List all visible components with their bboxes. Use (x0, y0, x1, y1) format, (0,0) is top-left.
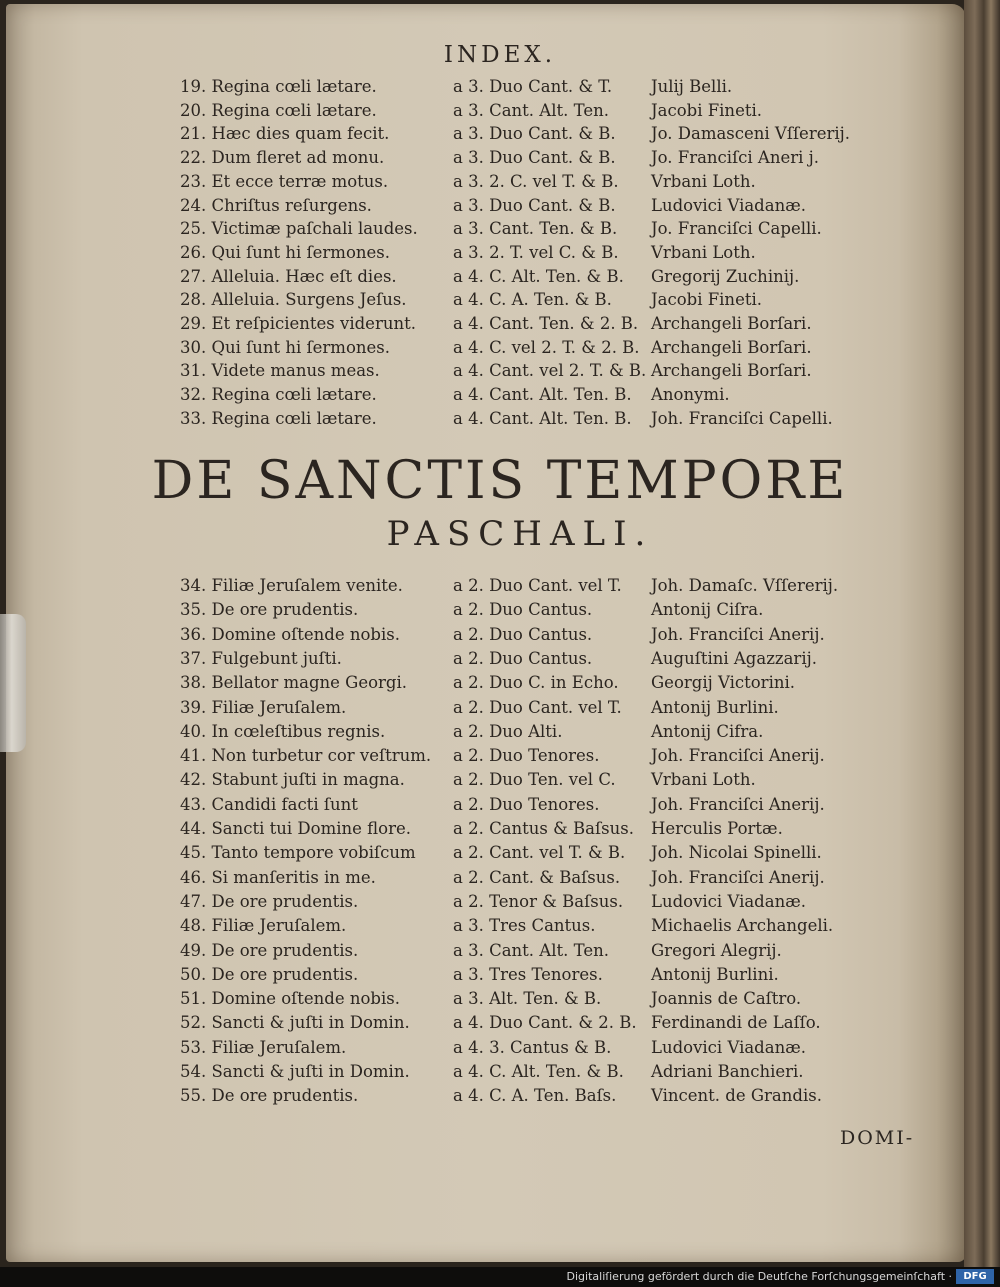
section-subheading: PASCHALI. (386, 514, 654, 554)
entry-title: 22. Dum fleret ad monu. (180, 148, 385, 168)
entry-voices: a 2. Duo Ten. vel C. (453, 770, 616, 790)
entry-title: 28. Alleluia. Surgens Jeſus. (180, 290, 407, 310)
entry-title: 29. Et reſpicientes viderunt. (180, 314, 416, 333)
index-entry (0, 1085, 1000, 1107)
entry-title: 46. Si manſeritis in me. (180, 867, 376, 887)
entry-voices: a 4. C. A. Ten. Baſs. (453, 1086, 617, 1106)
entry-composer: Anonymi. (651, 385, 730, 405)
index-entry (0, 672, 1000, 694)
entry-voices: a 2. Duo Cantus. (453, 600, 593, 620)
entry-title: 27. Alleluia. Hæc eſt dies. (180, 266, 397, 286)
entry-title: 51. Domine oſtende nobis. (180, 989, 400, 1009)
entry-title: 50. De ore prudentis. (180, 964, 359, 984)
index-entry (0, 818, 1000, 840)
entry-composer: Jacobi Fineti. (651, 100, 762, 120)
entry-composer: Jacobi Fineti. (651, 290, 762, 310)
index-entry (0, 842, 1000, 864)
index-entry (0, 408, 1000, 430)
entry-title: 19. Regina cœli lætare. (180, 77, 377, 96)
entry-composer: Ludovici Viadanæ. (651, 195, 806, 215)
entry-composer: Archangeli Borſari. (651, 361, 812, 381)
entry-composer: Georgij Victorini. (651, 673, 795, 693)
index-entry (0, 745, 1000, 767)
index-entry (0, 313, 1000, 335)
entry-title: 41. Non turbetur cor veſtrum. (180, 746, 432, 766)
index-entry (0, 599, 1000, 621)
entry-composer: Julij Belli. (651, 77, 733, 96)
index-entry (0, 1012, 1000, 1034)
index-entry (0, 337, 1000, 359)
index-entry (0, 1037, 1000, 1059)
entry-title: 47. De ore prudentis. (180, 891, 359, 911)
index-entry (0, 624, 1000, 646)
entry-voices: a 3. 2. T. vel C. & B. (453, 242, 619, 262)
entry-composer: Joh. Franciſci Capelli. (651, 408, 833, 428)
entry-voices: a 3. Duo Cant. & T. (453, 77, 613, 96)
entry-title: 33. Regina cœli lætare. (180, 408, 377, 428)
entry-voices: a 3. Cant. Alt. Ten. (453, 100, 609, 120)
entry-composer: Ludovici Viadanæ. (651, 1037, 806, 1057)
entry-composer: Ferdinandi de Laſſo. (651, 1013, 821, 1033)
entry-composer: Auguſtini Agazzarij. (651, 648, 817, 668)
index-entry (0, 794, 1000, 816)
entry-title: 42. Stabunt juſti in magna. (180, 770, 405, 790)
entry-title: 35. De ore prudentis. (180, 600, 359, 620)
entry-composer: Joh. Franciſci Anerij. (651, 746, 825, 766)
entry-title: 24. Chriſtus reſurgens. (180, 195, 372, 215)
entry-voices: a 2. Duo Tenores. (453, 794, 600, 814)
entry-composer: Joannis de Caſtro. (651, 989, 802, 1009)
entry-composer: Jo. Damasceni Vſſererij. (651, 124, 850, 144)
index-entry (0, 218, 1000, 240)
index-entry (0, 769, 1000, 791)
index-entry (0, 147, 1000, 169)
section-heading: DE SANCTIS TEMPORE (151, 451, 849, 511)
entry-voices: a 3. Alt. Ten. & B. (453, 989, 602, 1009)
entry-composer: Jo. Franciſci Capelli. (651, 219, 822, 239)
entry-voices: a 2. Cant. vel T. & B. (453, 843, 626, 863)
index-entry (0, 915, 1000, 937)
entry-composer: Archangeli Borſari. (651, 337, 812, 357)
entry-voices: a 3. Cant. Ten. & B. (453, 219, 618, 239)
entry-composer: Gregori Alegrij. (651, 940, 782, 960)
entry-voices: a 2. Cant. & Baſsus. (453, 867, 621, 887)
entry-composer: Archangeli Borſari. (651, 314, 812, 333)
entry-composer: Adriani Banchieri. (651, 1062, 804, 1081)
entry-voices: a 3. Cant. Alt. Ten. (453, 940, 609, 960)
entry-voices: a 2. Duo Tenores. (453, 746, 600, 766)
entry-composer: Antonij Burlini. (651, 697, 779, 717)
entry-title: 36. Domine oſtende nobis. (180, 624, 400, 644)
entry-composer: Michaelis Archangeli. (651, 916, 834, 936)
entry-composer: Joh. Franciſci Anerij. (651, 794, 825, 814)
index-entry (0, 100, 1000, 122)
entry-composer: Vrbani Loth. (651, 770, 756, 790)
entry-title: 30. Qui ſunt hi ſermones. (180, 337, 390, 357)
entry-title: 34. Filiæ Jeruſalem venite. (180, 576, 403, 595)
entry-voices: a 2. Duo Alti. (453, 721, 563, 741)
index-entry (0, 964, 1000, 986)
entry-voices: a 4. C. Alt. Ten. & B. (453, 266, 624, 286)
index-entry (0, 242, 1000, 264)
entry-voices: a 4. C. vel 2. T. & 2. B. (453, 337, 640, 357)
index-entry (0, 867, 1000, 889)
entry-voices: a 3. Duo Cant. & B. (453, 124, 616, 144)
index-entry (0, 721, 1000, 743)
index-entry (0, 123, 1000, 145)
entry-composer: Joh. Damaſc. Vſſererij. (651, 576, 839, 595)
entry-voices: a 2. Duo Cantus. (453, 648, 593, 668)
entry-title: 53. Filiæ Jeruſalem. (180, 1037, 347, 1057)
entry-composer: Herculis Portæ. (651, 819, 783, 838)
entry-voices: a 4. Duo Cant. & 2. B. (453, 1013, 637, 1033)
entry-title: 39. Filiæ Jeruſalem. (180, 697, 347, 717)
index-entry (0, 648, 1000, 670)
entry-title: 54. Sancti & juſti in Domin. (180, 1062, 410, 1081)
entry-voices: a 4. Cant. Ten. & 2. B. (453, 314, 639, 333)
index-entry (0, 384, 1000, 406)
index-entry (0, 697, 1000, 719)
entry-voices: a 4. Cant. Alt. Ten. B. (453, 408, 632, 428)
entry-title: 48. Filiæ Jeruſalem. (180, 916, 347, 936)
index-entry (0, 1061, 1000, 1083)
entry-voices: a 3. Tres Cantus. (453, 916, 596, 936)
entry-composer: Vincent. de Grandis. (651, 1086, 822, 1106)
entry-title: 49. De ore prudentis. (180, 940, 359, 960)
entry-composer: Antonij Cifra. (651, 721, 764, 741)
entry-voices: a 2. Duo Cantus. (453, 624, 593, 644)
entry-composer: Gregorij Zuchinij. (651, 266, 800, 286)
entry-voices: a 2. Duo Cant. vel T. (453, 576, 622, 595)
entry-title: 45. Tanto tempore vobiſcum (180, 843, 416, 863)
entry-title: 26. Qui ſunt hi ſermones. (180, 242, 390, 262)
entry-composer: Ludovici Viadanæ. (651, 891, 806, 911)
entry-voices: a 3. Duo Cant. & B. (453, 195, 616, 215)
entry-voices: a 4. Cant. vel 2. T. & B. (453, 361, 647, 381)
page-title: INDEX. (443, 42, 557, 68)
entry-composer: Joh. Nicolai Spinelli. (651, 843, 822, 863)
entry-voices: a 2. Duo Cant. vel T. (453, 697, 622, 717)
index-entry (0, 940, 1000, 962)
entry-title: 44. Sancti tui Domine flore. (180, 819, 411, 838)
entry-title: 40. In cœleſtibus regnis. (180, 721, 386, 741)
entry-composer: Jo. Franciſci Aneri j. (651, 148, 820, 168)
entry-title: 55. De ore prudentis. (180, 1086, 359, 1106)
entry-composer: Joh. Franciſci Anerij. (651, 624, 825, 644)
funding-credit: Digitaliſierung gefördert durch die Deutſche Forſchungsgemeinſchaft · (566, 1270, 952, 1283)
entry-title: 32. Regina cœli lætare. (180, 385, 377, 405)
entry-title: 43. Candidi facti ſunt (180, 794, 358, 814)
entry-composer: Vrbani Loth. (651, 171, 756, 191)
entry-composer: Vrbani Loth. (651, 242, 756, 262)
entry-voices: a 3. Duo Cant. & B. (453, 148, 616, 168)
entry-title: 23. Et ecce terræ motus. (180, 171, 389, 191)
entry-voices: a 2. Duo C. in Echo. (453, 673, 619, 693)
entry-title: 20. Regina cœli lætare. (180, 100, 377, 120)
entry-voices: a 2. Cantus & Baſsus. (453, 819, 634, 838)
entry-composer: Antonij Burlini. (651, 964, 779, 984)
index-entry (0, 266, 1000, 288)
entry-voices: a 3. 2. C. vel T. & B. (453, 171, 619, 191)
entry-composer: Antonij Ciſra. (651, 600, 764, 620)
entry-title: 31. Videte manus meas. (180, 361, 380, 381)
index-entry (0, 891, 1000, 913)
entry-voices: a 4. C. A. Ten. & B. (453, 290, 612, 310)
index-entry (0, 76, 1000, 98)
entry-voices: a 2. Tenor & Baſsus. (453, 891, 624, 911)
index-entry (0, 360, 1000, 382)
entry-title: 38. Bellator magne Georgi. (180, 673, 407, 693)
index-entry (0, 195, 1000, 217)
index-entry (0, 575, 1000, 597)
catchword: DOMI- (840, 1127, 915, 1149)
entry-voices: a 4. Cant. Alt. Ten. B. (453, 385, 632, 405)
entry-voices: a 4. 3. Cantus & B. (453, 1037, 612, 1057)
entry-voices: a 3. Tres Tenores. (453, 964, 603, 984)
index-entry (0, 988, 1000, 1010)
entry-title: 37. Fulgebunt juſti. (180, 648, 342, 668)
entry-title: 25. Victimæ paſchali laudes. (180, 219, 418, 239)
entry-title: 21. Hæc dies quam fecit. (180, 124, 390, 144)
entry-title: 52. Sancti & juſti in Domin. (180, 1013, 410, 1033)
entry-composer: Joh. Franciſci Anerij. (651, 867, 825, 887)
index-entry (0, 171, 1000, 193)
entry-voices: a 4. C. Alt. Ten. & B. (453, 1062, 624, 1081)
index-entry (0, 289, 1000, 311)
footer-bar (0, 1267, 1000, 1287)
dfg-logo: DFG (956, 1269, 994, 1284)
